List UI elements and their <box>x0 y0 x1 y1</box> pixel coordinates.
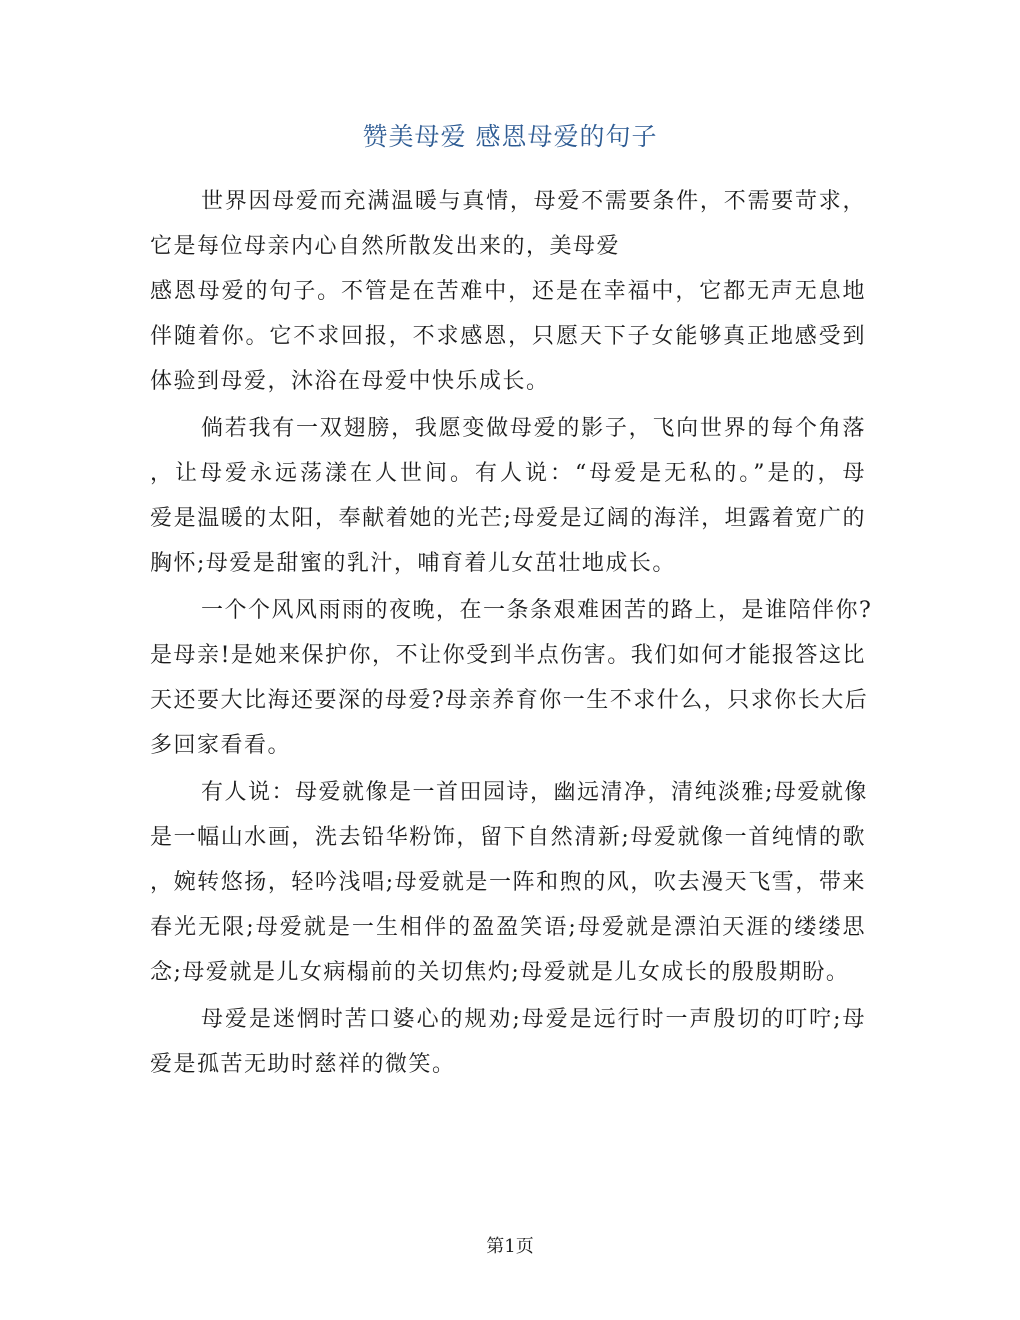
text-line: 胸怀;母爱是甜蜜的乳汁，哺育着儿女茁壮地成长。 <box>150 551 676 576</box>
text-line: 伴随着你。它不求回报，不求感恩，只愿天下子女能够真正地感受到 <box>150 324 866 349</box>
text-line: 倘若我有一双翅膀，我愿变做母爱的影子，飞向世界的每个角落 <box>201 416 866 441</box>
text-line: 世界因母爱而充满温暖与真情，母爱不需要条件，不需要苛求， <box>201 189 866 214</box>
document-title: 赞美母爱 感恩母爱的句子 <box>362 122 658 151</box>
text-line: 一个个风风雨雨的夜晚，在一条条艰难困苦的路上，是谁陪伴你? <box>201 598 873 623</box>
text-line: 念;母爱就是儿女病榻前的关切焦灼;母爱就是儿女成长的殷殷期盼。 <box>150 960 850 985</box>
text-line: ，让母爱永远荡漾在人世间。有人说：“母爱是无私的。”是的，母 <box>150 461 866 486</box>
text-line: 爱是孤苦无助时慈祥的微笑。 <box>150 1052 456 1077</box>
text-line: 是母亲!是她来保护你，不让你受到半点伤害。我们如何才能报答这比 <box>150 643 866 668</box>
text-line: 是一幅山水画，洗去铅华粉饰，留下自然清新;母爱就像一首纯情的歌 <box>150 825 866 850</box>
text-line: 它是每位母亲内心自然所散发出来的，美母爱 <box>150 234 621 259</box>
text-line: 感恩母爱的句子。不管是在苦难中，还是在幸福中，它都无声无息地 <box>150 279 866 304</box>
text-line: 爱是温暖的太阳，奉献着她的光芒;母爱是辽阔的海洋，坦露着宽广的 <box>150 506 866 531</box>
text-line: 有人说：母爱就像是一首田园诗，幽远清净，清纯淡雅;母爱就像 <box>201 780 868 805</box>
text-line: ，婉转悠扬，轻吟浅唱;母爱就是一阵和煦的风，吹去漫天飞雪，带来 <box>150 870 866 895</box>
page-number: 第1页 <box>486 1236 534 1257</box>
text-line: 母爱是迷惘时苦口婆心的规劝;母爱是远行时一声殷切的叮咛;母 <box>201 1007 866 1032</box>
text-line: 天还要大比海还要深的母爱?母亲养育你一生不求什么，只求你长大后 <box>150 688 869 713</box>
text-line: 体验到母爱，沐浴在母爱中快乐成长。 <box>150 369 550 394</box>
text-line: 多回家看看。 <box>150 733 292 758</box>
text-line: 春光无限;母爱就是一生相伴的盈盈笑语;母爱就是漂泊天涯的缕缕思 <box>150 915 866 940</box>
